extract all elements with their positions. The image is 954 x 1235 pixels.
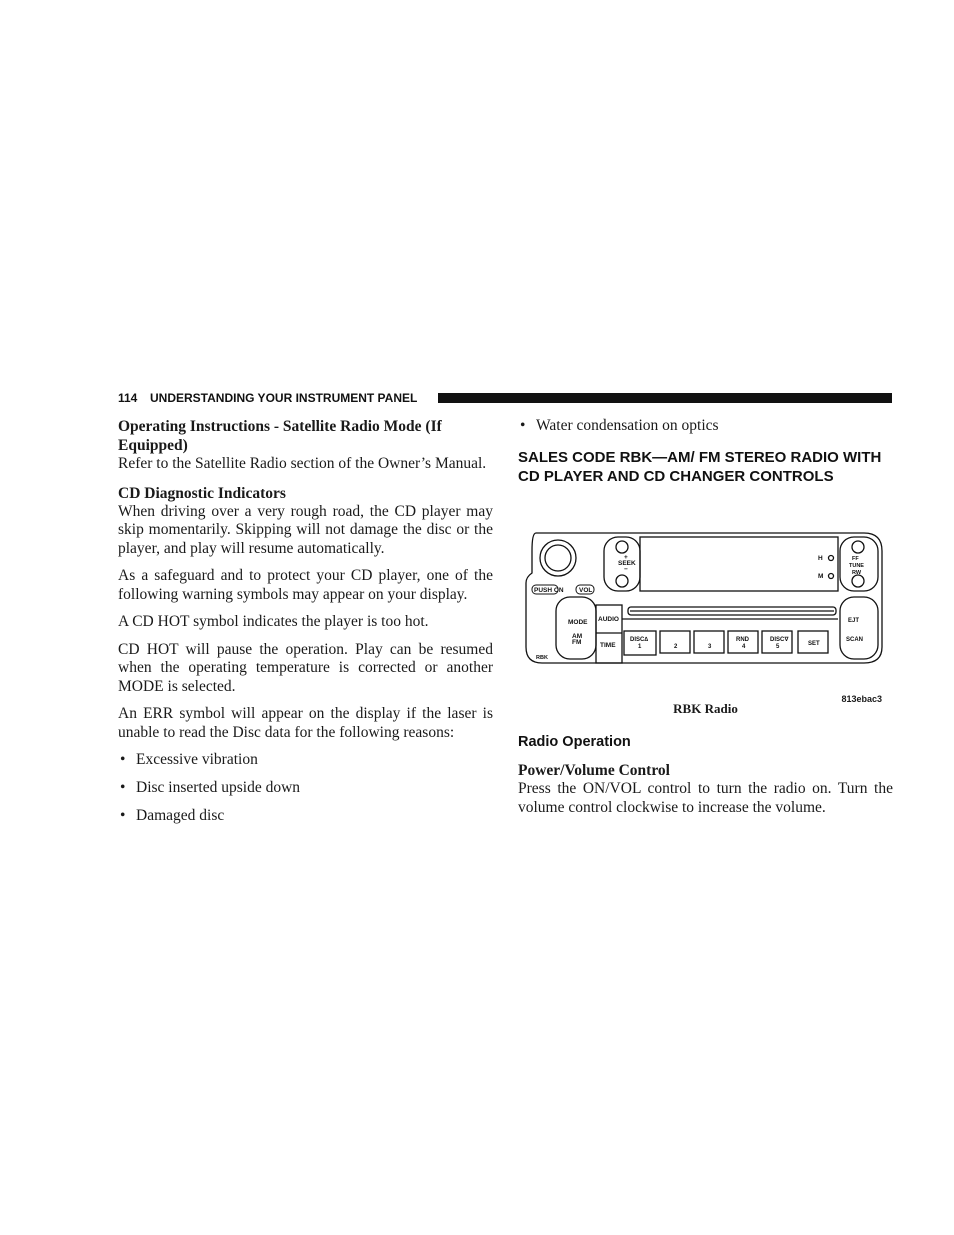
svg-text:1: 1 bbox=[638, 644, 642, 650]
svg-text:EJT: EJT bbox=[848, 618, 860, 624]
header-rule bbox=[438, 393, 892, 403]
svg-text:3: 3 bbox=[708, 644, 712, 650]
svg-text:DISC∆: DISC∆ bbox=[630, 637, 649, 643]
cd-text-5: An ERR symbol will appear on the display if the laser is unable to read the Disc data for the following reasons: bbox=[118, 705, 493, 741]
cd-text-1: When driving over a very rough road, the CD player may skip momentarily. Skipping will not damage the disc or the player, and play will resume automatically. bbox=[118, 502, 493, 557]
cd-text-2: As a safeguard and to protect your CD player, one of the following warning symbols may appear on your display. bbox=[118, 567, 493, 603]
svg-text:TUNE: TUNE bbox=[849, 563, 864, 569]
rbk-radio-figure bbox=[518, 523, 888, 704]
svg-text:RND: RND bbox=[736, 637, 749, 643]
power-volume-heading: Power/Volume Control bbox=[518, 762, 670, 779]
svg-text:SCAN: SCAN bbox=[846, 637, 864, 643]
svg-text:PUSH ON: PUSH ON bbox=[534, 587, 564, 594]
svg-text:−: − bbox=[624, 566, 628, 573]
svg-text:VOL: VOL bbox=[579, 587, 593, 594]
figure-code: 813ebac3 bbox=[841, 694, 882, 704]
satellite-text: Refer to the Satellite Radio section of the Owner’s Manual. bbox=[118, 455, 487, 472]
svg-text:RBK: RBK bbox=[536, 655, 548, 661]
svg-text:AM: AM bbox=[572, 633, 583, 640]
svg-text:FF: FF bbox=[852, 556, 859, 562]
svg-text:AUDIO: AUDIO bbox=[598, 616, 619, 623]
svg-text:SEEK: SEEK bbox=[618, 560, 636, 567]
svg-text:+: + bbox=[624, 554, 628, 561]
svg-text:TIME: TIME bbox=[600, 642, 616, 649]
svg-text:2: 2 bbox=[674, 644, 678, 650]
svg-text:H: H bbox=[818, 555, 823, 562]
radio-operation-heading: Radio Operation bbox=[518, 734, 631, 750]
list-item: • Disc inserted upside down bbox=[120, 779, 301, 796]
svg-text:SET: SET bbox=[808, 641, 820, 647]
err-reasons-list-cont bbox=[518, 417, 893, 436]
cd-diagnostic-heading: CD Diagnostic Indicators bbox=[118, 484, 286, 502]
err-reasons-list bbox=[118, 751, 493, 826]
section-title: UNDERSTANDING YOUR INSTRUMENT PANEL bbox=[150, 391, 418, 405]
svg-text:FM: FM bbox=[572, 639, 582, 646]
cd-text-4: CD HOT will pause the operation. Play can be resumed when the operating temperature is corrected or another MODE is selected. bbox=[118, 640, 493, 695]
list-item: • Damaged disc bbox=[120, 807, 225, 824]
figure-caption: RBK Radio bbox=[673, 701, 738, 716]
svg-text:5: 5 bbox=[776, 644, 780, 650]
list-item: • Water condensation on optics bbox=[520, 417, 719, 434]
right-column bbox=[518, 417, 893, 817]
satellite-heading: Operating Instructions - Satellite Radio Mode (If Equipped) bbox=[118, 418, 442, 454]
rbk-radio-diagram bbox=[518, 523, 888, 673]
svg-text:DISC∇: DISC∇ bbox=[770, 637, 789, 643]
svg-text:M: M bbox=[818, 573, 824, 580]
svg-text:MODE: MODE bbox=[568, 619, 588, 626]
page-header bbox=[118, 390, 892, 406]
left-column bbox=[118, 417, 493, 835]
svg-text:4: 4 bbox=[742, 644, 746, 650]
svg-text:RW: RW bbox=[852, 570, 862, 576]
power-volume-text: Press the ON/VOL control to turn the radio on. Turn the volume control clockwise to increase the volume. bbox=[518, 780, 893, 816]
list-item: • Excessive vibration bbox=[120, 751, 258, 768]
page-number: 114 bbox=[118, 391, 138, 405]
sales-code-heading: SALES CODE RBK—AM/ FM STEREO RADIO WITH CD PLAYER AND CD CHANGER CONTROLS bbox=[518, 449, 882, 485]
cd-text-3: A CD HOT symbol indicates the player is too hot. bbox=[118, 613, 429, 630]
